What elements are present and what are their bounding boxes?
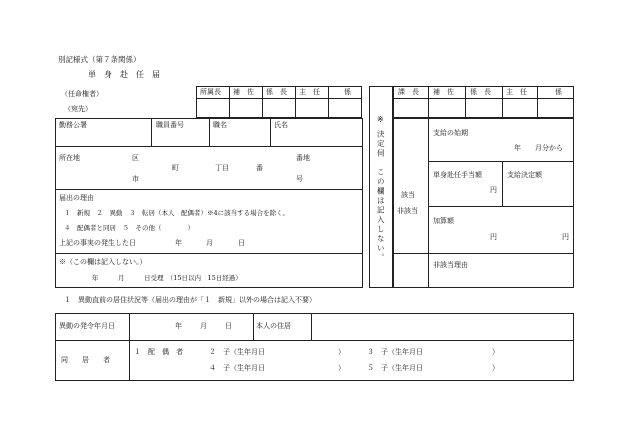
address-banchi: 番地 bbox=[296, 154, 310, 162]
form-title: 単 身 赴 任 届 bbox=[88, 70, 160, 79]
cohabitant-child-3-close: ） bbox=[492, 348, 499, 356]
addressee-label: （宛先） bbox=[64, 105, 92, 113]
cohabitant-child-2-close: ） bbox=[338, 348, 345, 356]
cohabitant-child-4: ４ 子（生年月日 bbox=[209, 364, 265, 372]
address-machi: 町 bbox=[172, 164, 179, 172]
allowance-label: 単身赴任手当額 bbox=[433, 171, 482, 179]
appointer-label: （任命権者） bbox=[61, 90, 103, 98]
extra-yen-2: 円 bbox=[562, 233, 569, 241]
cohabitants-label: 同 居 者 bbox=[61, 356, 110, 364]
decision-amount-label: 支給決定額 bbox=[507, 171, 542, 179]
transfer-day: 日 bbox=[225, 322, 232, 330]
occurrence-month: 月 bbox=[206, 239, 213, 247]
transfer-year: 年 bbox=[175, 322, 182, 330]
position-label: 職名 bbox=[213, 121, 227, 129]
applicable-label: 該当 bbox=[401, 191, 415, 199]
occurrence-day: 日 bbox=[238, 239, 245, 247]
approval-left-chief: 係 長 bbox=[266, 88, 287, 96]
address-ku: 区 bbox=[132, 154, 139, 162]
approval-right-staff: 係 bbox=[555, 88, 562, 96]
allowance-yen: 円 bbox=[490, 186, 497, 194]
address-label: 所在地 bbox=[59, 154, 80, 162]
extra-label: 加算額 bbox=[433, 217, 454, 225]
form-reference: 別記様式（第７条関係） bbox=[58, 55, 141, 64]
approval-right-head: 課 長 bbox=[398, 88, 419, 96]
payment-start-label: 支給の始期 bbox=[433, 129, 468, 137]
address-shi: 市 bbox=[132, 175, 139, 183]
cohabitant-child-2: ２ 子（生年月日 bbox=[209, 348, 265, 356]
occurrence-year: 年 bbox=[175, 239, 182, 247]
approval-left-staff: 係 bbox=[344, 88, 351, 96]
not-applicable-label: 非該当 bbox=[397, 207, 418, 215]
residence-label: 本人の住居 bbox=[256, 322, 291, 330]
name-label: 氏名 bbox=[274, 121, 288, 129]
approval-left-head: 所属長 bbox=[200, 88, 221, 96]
cohabitant-child-4-close: ） bbox=[338, 364, 345, 372]
section-1-heading: １ 異動直前の居住状況等（届出の理由が「１ 新規」以外の場合は記入不要） bbox=[64, 296, 316, 304]
reason-options-2: ４ 配偶者と同居 ５ その他（ ） bbox=[64, 224, 194, 232]
staff-number-label: 職員番号 bbox=[156, 121, 184, 129]
cohabitant-child-5: ５ 子（生年月日 bbox=[367, 364, 423, 372]
cohabitant-child-3: ３ 子（生年月日 bbox=[367, 348, 423, 356]
workplace-label: 勤務公署 bbox=[59, 121, 87, 129]
occurrence-date-label: 上記の事実の発生した日 bbox=[59, 239, 136, 247]
extra-yen: 円 bbox=[490, 233, 497, 241]
approval-right-senior: 主 任 bbox=[506, 88, 527, 96]
transfer-month: 月 bbox=[200, 322, 207, 330]
address-ban: 番 bbox=[256, 164, 263, 172]
reason-label: 届出の理由 bbox=[59, 194, 94, 202]
approval-right-assistant: 補 佐 bbox=[433, 88, 454, 96]
office-use-received: 年 月 日受理 （15日以内 15日経過） bbox=[92, 274, 242, 282]
address-go: 号 bbox=[296, 175, 303, 183]
cohabitant-child-5-close: ） bbox=[492, 364, 499, 372]
cohabitant-spouse: １ 配 偶 者 bbox=[134, 348, 183, 356]
approval-right-chief: 係 長 bbox=[470, 88, 491, 96]
payment-start-value: 年 月分から bbox=[514, 144, 563, 152]
address-chome: 丁目 bbox=[215, 164, 229, 172]
reason-options-1: １ 新規 ２ 異動 ３ 転居（本人 配偶者）※4に該当する場合を除く。 bbox=[64, 209, 290, 217]
note-mark: ※ bbox=[377, 115, 384, 124]
approval-left-assistant: 補 佐 bbox=[233, 88, 254, 96]
transfer-date-label: 異動の発令年月日 bbox=[59, 322, 115, 330]
approval-left-senior: 主 任 bbox=[299, 88, 320, 96]
note-vertical-text: 決定伺 この欄は記入しない。 bbox=[376, 130, 386, 263]
office-use-label: ※（この欄は記入しない。） bbox=[59, 258, 147, 266]
non-applicable-reason-label: 非該当理由 bbox=[433, 261, 468, 269]
